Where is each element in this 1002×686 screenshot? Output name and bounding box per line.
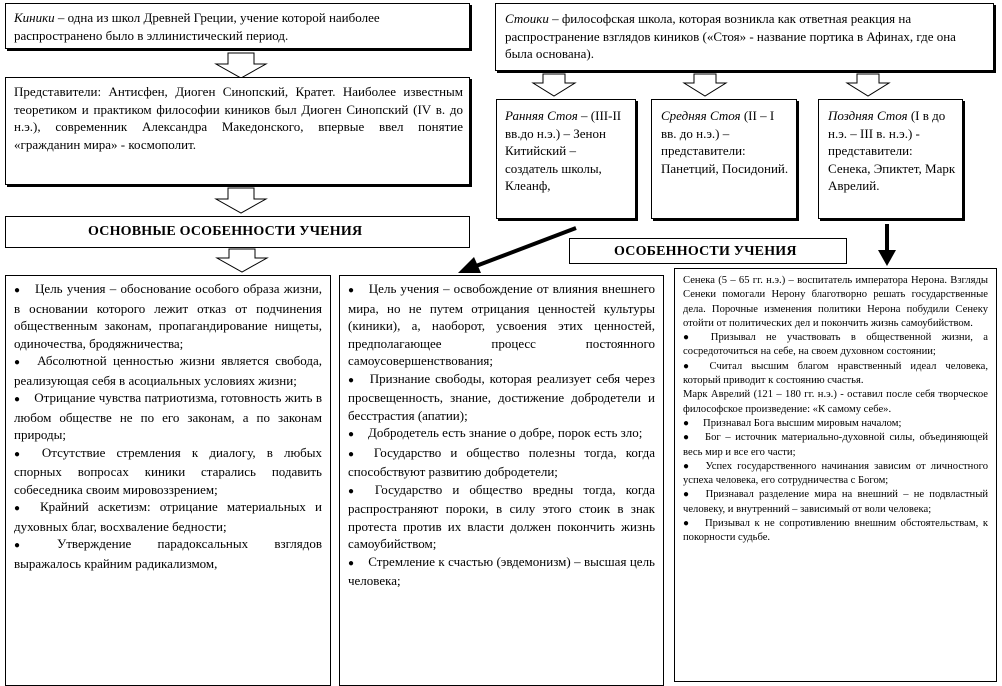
early-stoa-text: – (III-II вв.до н.э.) – Зенон Китийский – создатель школы, Клеанф,	[505, 108, 622, 193]
list-item: ● Государство и общество вредны тогда, когда распространяют пороки, в силу этого стоик в знак протеста против их власти должен покончить жизнь самоубийством;	[348, 481, 655, 551]
list-item: ● Бог – источник материально-духовной силы, объединяющей весь мир и все его части;	[683, 432, 989, 458]
list-item: ● Успех государственного начинания зависим от личностного успеха человека, его сотрудничества с Богом;	[683, 460, 988, 487]
stoics-definition: – философская школа, которая возникла как ответная реакция на распространение взглядов киников («Стоя» - название портика в Афинах, где она была основана).	[505, 11, 956, 61]
late-stoa-term: Поздняя Стоя	[828, 108, 908, 123]
list-item: ● Утверждение парадоксальных взглядов выражалось крайним радикализмом,	[14, 536, 322, 571]
late-stoa-details	[683, 274, 988, 546]
stoics-term: Стоики	[505, 11, 549, 26]
list-item: ● Государство и общество полезны тогда, когда способствуют развитию добродетели;	[348, 444, 655, 479]
late-stoa-text: (I в до н.э. – III в. н.э.) - представители: Сенека, Эпиктет, Марк Аврелий.	[828, 108, 956, 193]
cynics-features-list	[14, 280, 322, 572]
list-item: ● Добродетель есть знание о добре, порок есть зло;	[348, 425, 643, 440]
stoics-intro-box	[495, 3, 994, 71]
early-stoa-box	[496, 99, 636, 219]
cynics-term: Киники	[14, 10, 55, 25]
cynics-heading: ОСНОВНЫЕ ОСОБЕННОСТИ УЧЕНИЯ	[88, 224, 363, 239]
list-item: ● Крайний аскетизм: отрицание материальных и духовных благ, восхваление бедности;	[14, 499, 322, 534]
cynics-definition: – одна из школ Древней Греции, учение которой наиболее распространено было в эллинистический период.	[14, 10, 380, 43]
aurelius-intro: Марк Аврелий (121 – 180 гг. н.э.) - оставил после себя творческое философское произведение: «К самому себе».	[683, 389, 988, 415]
late-stoa-details-box	[674, 268, 997, 682]
middle-stoa-text: (II – I вв. до н.э.) – представители: Панетций, Посидоний.	[661, 108, 789, 176]
list-item: ● Отрицание чувства патриотизма, готовность жить в любом обществе не по его законам, а по законам природы;	[14, 390, 322, 442]
middle-stoa-box	[651, 99, 797, 219]
down-arrow-hollow	[217, 249, 267, 272]
down-arrow-hollow	[216, 53, 266, 78]
down-arrow-hollow	[684, 74, 726, 96]
stoics-features-list	[348, 280, 655, 590]
list-item: ● Признавал разделение мира на внешний – не подвластный человеку, и внутренний – зависимый от воли человека;	[683, 489, 988, 515]
down-arrow-hollow	[847, 74, 889, 96]
late-stoa-box	[818, 99, 963, 219]
down-arrow-hollow	[533, 74, 575, 96]
stoics-heading: ОСОБЕННОСТИ УЧЕНИЯ	[614, 244, 797, 259]
list-item: ● Цель учения – обоснование особого образа жизни, в основании которого лежит отказ от подчинения общественным законам, пропагандирование нищеты, одиночества, бродяжничества;	[14, 281, 323, 351]
list-item: ● Цель учения – освобождение от влияния внешнего мира, но не путем отрицания ценностей культуры (киники), а, наоборот, усвоения этих ценностей, предполагающее процесс постоянного самоусовершенствования;	[348, 281, 655, 368]
middle-stoa-term: Средняя Стоя	[661, 108, 741, 123]
stoics-features-box	[339, 275, 664, 686]
list-item: ● Призывал не участвовать в общественной жизни, а сосредоточиться на себе, на своем духовном состоянии;	[683, 332, 988, 358]
list-item: ● Призывал к не сопротивлению внешним обстоятельствам, к покорности судьбе.	[683, 518, 988, 544]
list-item: ● Абсолютной ценностью жизни является свобода, реализующая себя в асоциальных условиях жизни;	[14, 353, 322, 388]
cynics-heading-box	[5, 216, 470, 248]
cynics-representatives-text: Представители: Антисфен, Диоген Синопский, Кратет. Наиболее известным теоретиком и практиком философии киников был Диоген Синопский (IV в. до н.э.), современник Александра Македонского, впервые ввел понятие «гражданин мира» - космополит.	[14, 84, 463, 152]
list-item: ● Признавал Бога высшим мировым началом;	[683, 417, 902, 429]
list-item: ● Признание свободы, которая реализует себя через просвещенность, знание, достижение добродетели и бесстрастия (апатии);	[348, 370, 655, 423]
cynics-intro-box	[5, 3, 470, 49]
list-item: ● Отсутствие стремления к диалогу, в любых спорных вопросах киники старались подавить собеседника своим мировоззрением;	[14, 444, 322, 497]
bold-arrow	[476, 228, 576, 266]
down-arrow-hollow	[216, 188, 266, 213]
seneca-intro: Сенека (5 – 65 гг. н.э.) – воспитатель императора Нерона. Взгляды Сенеки помогали Нерону благотворно решать государственные дела. Порочные изменения политики Нерона побудили Сенеку отойти от политических дел и покончить жизнь самоубийством.	[683, 275, 988, 329]
list-item: ● Считал высшим благом нравственный идеал человека, который приводит к состоянию счастья.	[683, 360, 989, 387]
stoics-heading-box	[569, 238, 847, 264]
cynics-features-box	[5, 275, 331, 686]
bold-arrow-head	[878, 250, 896, 266]
list-item: ● Стремление к счастью (эвдемонизм) – высшая цель человека;	[348, 553, 655, 588]
cynics-representatives-box	[5, 77, 470, 185]
early-stoa-term: Ранняя Стоя	[505, 108, 578, 123]
